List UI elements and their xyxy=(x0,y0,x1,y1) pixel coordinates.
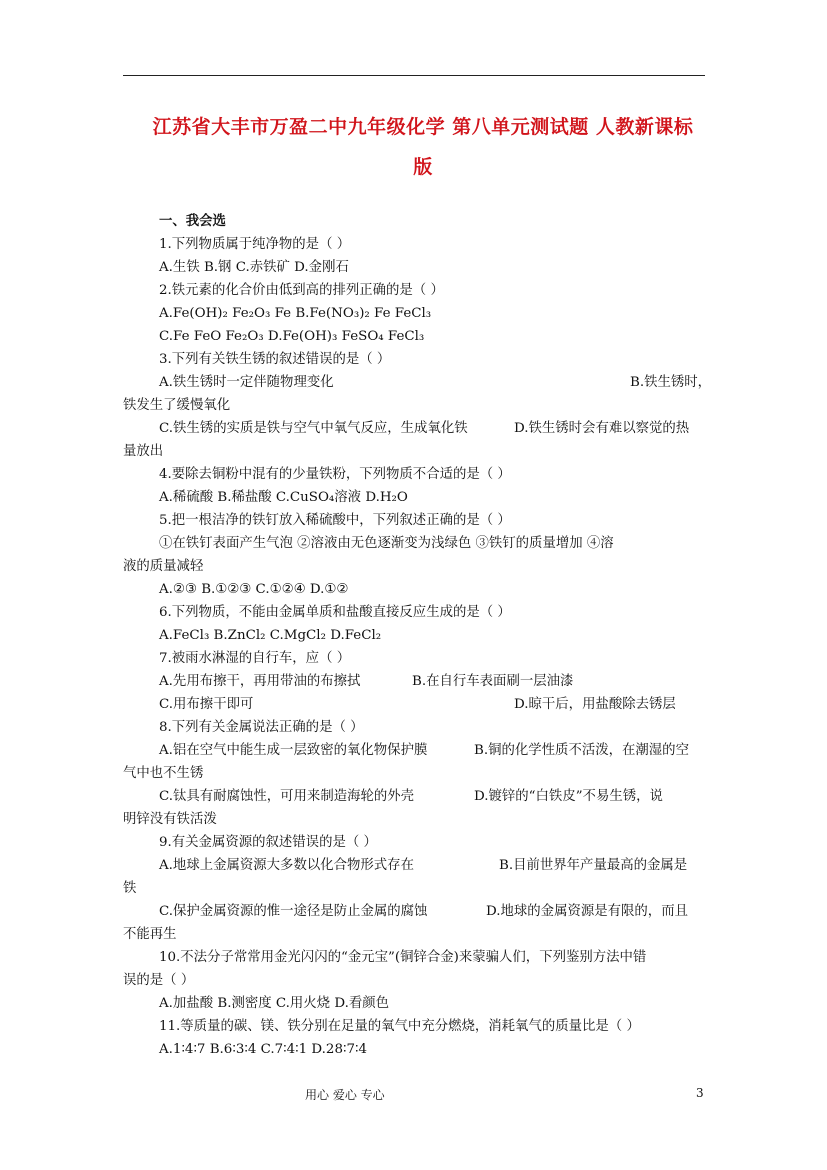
q8-option-d-cont: 明锌没有铁活泼 xyxy=(123,812,217,827)
q10-options: A.加盐酸 B.测密度 C.用火烧 D.看颜色 xyxy=(159,996,390,1011)
q5-options: A.②③ B.①②③ C.①②④ D.①② xyxy=(159,582,349,597)
q6-options: A.FeCl₃ B.ZnCl₂ C.MgCl₂ D.FeCl₂ xyxy=(159,628,382,643)
q3-option-a: A.铁生锈时一定伴随物理变化 xyxy=(159,375,334,390)
q7-option-a: A.先用布擦干，再用带油的布擦拭 xyxy=(159,674,361,689)
q8-option-b: B.铜的化学性质不活泼，在潮湿的空 xyxy=(474,743,689,758)
q3-option-b-cont: 铁发生了缓慢氧化 xyxy=(123,398,231,413)
q3-option-c: C.铁生锈的实质是铁与空气中氧气反应，生成氧化铁 xyxy=(159,421,468,436)
q7-option-c: C.用布擦干即可 xyxy=(159,697,254,712)
footer-motto: 用心 爱心 专心 xyxy=(305,1088,385,1102)
q1-options: A.生铁 B.钢 C.赤铁矿 D.金刚石 xyxy=(159,260,349,275)
q4-stem: 4.要除去铜粉中混有的少量铁粉，下列物质不合适的是（ ） xyxy=(159,467,511,482)
q10-stem: 10.不法分子常常用金光闪闪的“金元宝”(铜锌合金)来蒙骗人们，下列鉴别方法中错 xyxy=(159,950,647,965)
q9-option-b: B.目前世界年产量最高的金属是 xyxy=(499,858,688,873)
q9-option-c: C.保护金属资源的惟一途径是防止金属的腐蚀 xyxy=(159,904,428,919)
q5-statements: ①在铁钉表面产生气泡 ②溶液由无色逐渐变为浅绿色 ③铁钉的质量增加 ④溶 xyxy=(159,536,614,551)
q3-stem: 3.下列有关铁生锈的叙述错误的是（ ） xyxy=(159,352,391,367)
header-rule xyxy=(123,75,705,76)
q2-options-cd: C.Fe FeO Fe₂O₃ D.Fe(OH)₃ FeSO₄ FeCl₃ xyxy=(159,329,425,344)
q9-option-d: D.地球的金属资源是有限的，而且 xyxy=(486,904,688,919)
q7-stem: 7.被雨水淋湿的自行车，应（ ） xyxy=(159,651,351,666)
q6-stem: 6.下列物质，不能由金属单质和盐酸直接反应生成的是（ ） xyxy=(159,605,511,620)
q8-option-c: C.钛具有耐腐蚀性，可用来制造海轮的外壳 xyxy=(159,789,415,804)
q9-option-d-cont: 不能再生 xyxy=(123,927,177,942)
page-title-continued: 版 xyxy=(413,156,433,178)
q11-stem: 11.等质量的碳、镁、铁分别在足量的氧气中充分燃烧，消耗氧气的质量比是（ ） xyxy=(159,1019,640,1034)
page-number: 3 xyxy=(696,1086,704,1100)
q2-stem: 2.铁元素的化合价由低到高的排列正确的是（ ） xyxy=(159,283,444,298)
q4-options: A.稀硫酸 B.稀盐酸 C.CuSO₄溶液 D.H₂O xyxy=(159,490,408,505)
q9-option-a: A.地球上金属资源大多数以化合物形式存在 xyxy=(159,858,414,873)
q7-option-b: B.在自行车表面刷一层油漆 xyxy=(412,674,574,689)
q10-stem-cont: 误的是（ ） xyxy=(123,973,195,988)
q5-stem: 5.把一根洁净的铁钉放入稀硫酸中，下列叙述正确的是（ ） xyxy=(159,513,511,528)
q8-option-a: A.铝在空气中能生成一层致密的氧化物保护膜 xyxy=(159,743,428,758)
q9-option-b-cont: 铁 xyxy=(123,881,137,896)
q3-option-b: B.铁生锈时， xyxy=(630,375,712,390)
q8-option-d: D.镀锌的“白铁皮”不易生锈，说 xyxy=(474,789,663,804)
section-heading: 一、我会选 xyxy=(159,214,226,229)
q8-stem: 8.下列有关金属说法正确的是（ ） xyxy=(159,720,364,735)
q1-stem: 1.下列物质属于纯净物的是（ ） xyxy=(159,237,351,252)
q11-options: A.1∶4∶7 B.6∶3∶4 C.7∶4∶1 D.28∶7∶4 xyxy=(159,1042,367,1057)
q9-stem: 9.有关金属资源的叙述错误的是（ ） xyxy=(159,835,377,850)
q2-options-ab: A.Fe(OH)₂ Fe₂O₃ Fe B.Fe(NO₃)₂ Fe FeCl₃ xyxy=(159,306,432,321)
page-title: 江苏省大丰市万盈二中九年级化学 第八单元测试题 人教新课标 xyxy=(152,116,694,138)
q8-option-b-cont: 气中也不生锈 xyxy=(123,766,204,781)
q3-option-d-cont: 量放出 xyxy=(123,444,164,459)
q3-option-d: D.铁生锈时会有难以察觉的热 xyxy=(514,421,690,436)
q5-statements-cont: 液的质量减轻 xyxy=(123,559,204,574)
q7-option-d: D.晾干后，用盐酸除去锈层 xyxy=(514,697,676,712)
